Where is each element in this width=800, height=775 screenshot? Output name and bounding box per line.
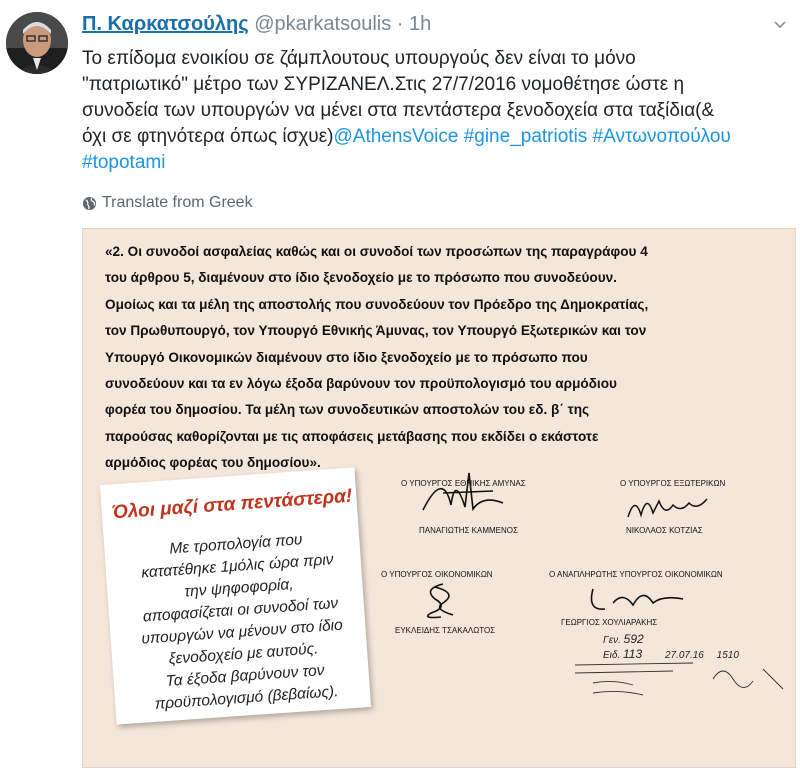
header-separator: · [396, 13, 404, 35]
note-card [100, 467, 371, 724]
signature-title-finance: Ο ΥΠΟΥΡΓΟΣ ΟΙΚΟΝΟΜΙΚΩΝ [381, 570, 493, 579]
stamp-eid-label: Ειδ. [603, 650, 621, 661]
signature-deputy [583, 581, 693, 621]
quote-line: παρούσας καθορίζονται με τις αποφάσεις μετάβασης που εκδίδει ο εκάστοτε [105, 428, 599, 444]
signature-foreign [623, 487, 713, 527]
note-line: προϋπολογισμό (βεβαίως). [154, 683, 339, 713]
globe-icon [82, 196, 97, 211]
note-line: κατατέθηκε 1μόλις ώρα πριν [140, 551, 335, 582]
hashtag-link[interactable]: #topotami [82, 152, 166, 173]
signature-finance [413, 579, 473, 624]
note-line: αποφασίζεται οι συνοδοί των [142, 594, 339, 626]
avatar-photo [6, 12, 68, 74]
quote-line: φορέα του δημοσίου. Τα μέλη των συνοδευτικών αποστολών του εδ. β΄ της [105, 402, 590, 418]
tweet-header [82, 13, 431, 36]
stamp-gen-number: 592 [623, 632, 644, 646]
note-line: Με τροπολογία που [168, 531, 303, 558]
note-title: Όλοι μαζί στα πεντάστερα! [111, 485, 353, 524]
tweet-timestamp[interactable]: 1h [409, 13, 432, 35]
tweet-text [82, 46, 787, 176]
note-body [118, 526, 365, 718]
note-line: υπουργών να μένουν στο ίδιο [140, 616, 344, 648]
quote-line: «2. Οι συνοδοί ασφαλείας καθώς και οι συνοδοί των προσώπων της παραγράφου 4 [105, 244, 648, 259]
tweet-line [82, 124, 787, 150]
stamp-gen-label: Γεν. [603, 635, 621, 646]
stamp-eid-number: 113 [623, 647, 643, 661]
hashtag-link[interactable]: #Αντωνοπούλου [592, 126, 731, 147]
mention-link[interactable]: @AthensVoice [333, 126, 459, 147]
signature-name-foreign: ΝΙΚΟΛΑΟΣ ΚΟΤΖΙΑΣ [626, 526, 703, 535]
stamp-date: 27.07.16 [664, 650, 704, 661]
note-line: ξενοδοχείο με αυτούς. [168, 640, 320, 668]
stamp-scribbles [573, 659, 788, 704]
law-quote [105, 239, 755, 477]
quote-line: τον Πρωθυπουργό, τον Υπουργό Εθνικής Άμυνας, τον Υπουργό Εξωτερικών και τον [105, 323, 647, 339]
note-line: Τα έξοδα βαρύνουν τον [165, 661, 326, 691]
author-handle[interactable]: @pkarkatsoulis [254, 13, 392, 35]
quote-line: συνοδεύουν και τα εν λόγω έξοδα βαρύνουν τον προϋπολογισμό του αρμόδιου [105, 376, 617, 392]
chevron-down-icon[interactable] [772, 16, 788, 32]
signature-title-foreign: Ο ΥΠΟΥΡΓΟΣ ΕΞΩΤΕΡΙΚΩΝ [620, 479, 726, 488]
translate-label: Translate from Greek [102, 194, 253, 211]
quote-line: του άρθρου 5, διαμένουν στο ίδιο ξενοδοχείο με το πρόσωπο που συνοδεύουν. [105, 270, 617, 286]
author-name[interactable]: Π. Καρκατσούλης [82, 13, 249, 35]
quote-line: Ομοίως και τα μέλη της αποστολής που συνοδεύουν τον Πρόεδρο της Δημοκρατίας, [105, 296, 649, 312]
tweet-line: συνοδεία των υπουργών να μένει στα πεντάστερα ξενοδοχεία στα ταξίδια(& [82, 100, 715, 121]
tweet-line: Το επίδομα ενοικίου σε ζάμπλουτους υπουργούς δεν είναι το μόνο [82, 48, 636, 69]
note-line: την ψηφοφορία, [183, 575, 295, 601]
signature-defense [413, 465, 523, 525]
quote-line: Υπουργό Οικονομικών διαμένουν στο ίδιο ξενοδοχείο με το πρόσωπο που [105, 349, 588, 365]
tweet-line [82, 150, 787, 176]
translate-link[interactable] [82, 194, 253, 212]
tweet-media-image[interactable] [82, 228, 796, 768]
stamp-time: 1510 [716, 650, 739, 661]
signature-title-defense: Ο ΥΠΟΥΡΓΟΣ ΕΘΝΙΚΗΣ ΑΜΥΝΑΣ [401, 479, 526, 488]
quote-line: αρμόδιος φορέας του δημοσίου». [105, 455, 321, 471]
stamp-gen [603, 632, 644, 646]
signature-name-finance: ΕΥΚΛΕΙΔΗΣ ΤΣΑΚΑΛΩΤΟΣ [395, 626, 496, 635]
tweet-line: "πατριωτικό" μέτρο των ΣΥΡΙΖΑΝΕΛ.Στις 27/7/2016 νομοθέτησε ώστε η [82, 74, 685, 95]
author-avatar[interactable] [6, 12, 68, 74]
signature-name-defense: ΠΑΝΑΓΙΩΤΗΣ ΚΑΜΜΕΝΟΣ [419, 526, 518, 535]
signature-name-deputy: ΓΕΩΡΓΙΟΣ ΧΟΥΛΙΑΡΑΚΗΣ [561, 618, 658, 627]
hashtag-link[interactable]: #gine_patriotis [463, 126, 588, 147]
signature-title-deputy: Ο ΑΝΑΠΛΗΡΩΤΗΣ ΥΠΟΥΡΓΟΣ ΟΙΚΟΝΟΜΙΚΩΝ [549, 570, 723, 579]
tweet-line-text: όχι σε φτηνότερα όπως ίσχυε) [82, 126, 334, 147]
